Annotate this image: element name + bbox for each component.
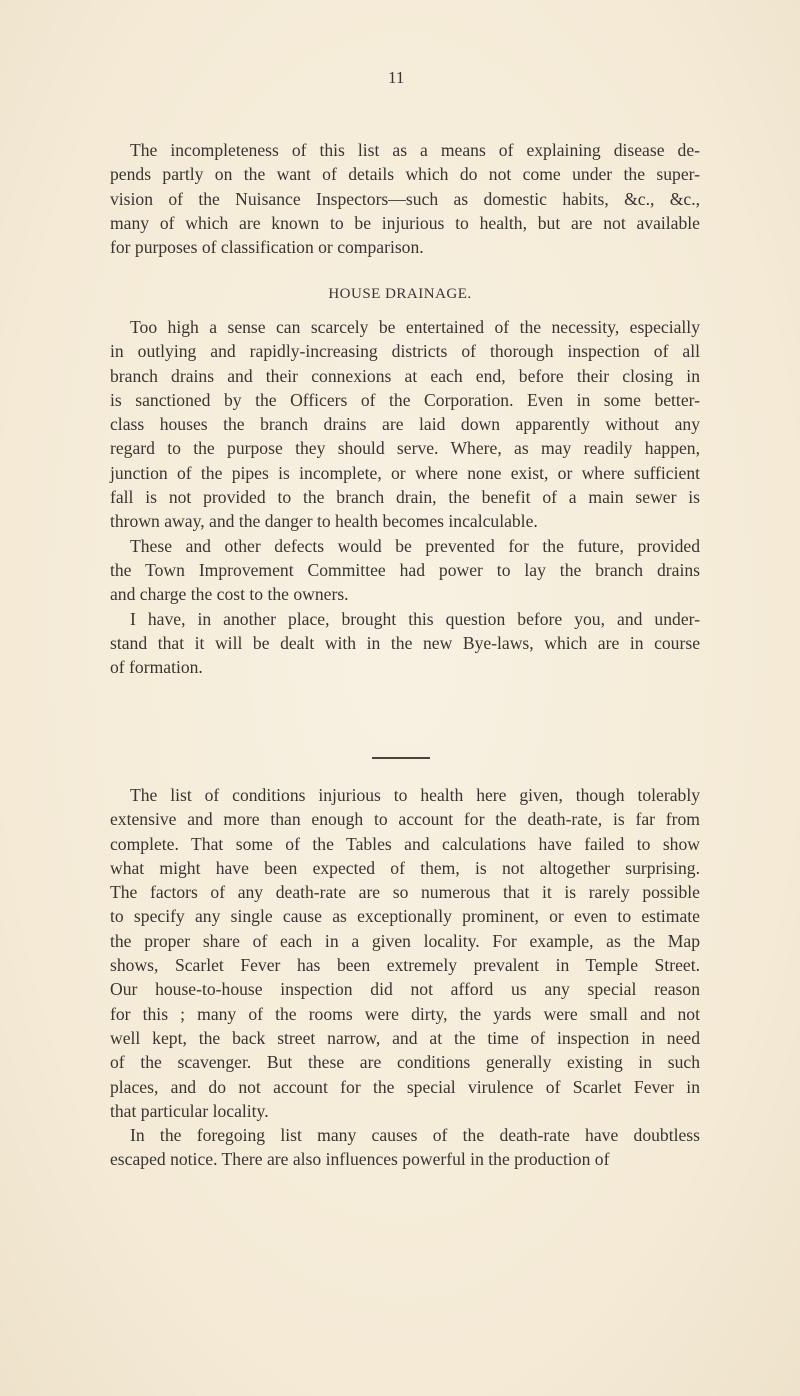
text-line: junction of the pipes is incomplete, or where none exist, or where sufficient <box>110 462 700 483</box>
text-line: vision of the Nuisance Inspectors—such as domestic habits, &c., &c., <box>110 188 700 209</box>
text-line: thrown away, and the danger to health becomes incalculable. <box>110 511 538 532</box>
text-line: is sanctioned by the Officers of the Corporation. Even in some better- <box>110 389 700 410</box>
text-line: Too high a sense can scarcely be entertained of the necessity, especially <box>130 317 700 337</box>
text-line: extensive and more than enough to account for the death-rate, is far from <box>110 809 700 830</box>
paragraph-house-drainage <box>110 315 700 679</box>
text-line: well kept, the back street narrow, and at the time of inspection in need <box>110 1027 700 1048</box>
text-line: for purposes of classification or comparison. <box>110 237 424 258</box>
text-line: I have, in another place, brought this question before you, and under- <box>130 608 700 629</box>
text-line: Our house-to-house inspection did not afford us any special reason <box>110 979 700 1000</box>
text-line: in outlying and rapidly-increasing districts of thorough inspection of all <box>110 341 700 362</box>
text-line: to specify any single cause as exceptionally prominent, or even to estimate <box>110 906 700 927</box>
text-line: the proper share of each in a given locality. For example, as the Map <box>110 930 700 951</box>
text-line: escaped notice. There are also influences powerful in the production of <box>110 1149 610 1170</box>
text-line: The incompleteness of this list as a means of explaining disease de- <box>130 140 700 160</box>
text-line: of formation. <box>110 657 203 678</box>
paragraph-incompleteness <box>110 138 700 259</box>
section-divider <box>372 757 430 759</box>
text-line: class houses the branch drains are laid down apparently without any <box>110 414 700 435</box>
text-line: for this ; many of the rooms were dirty, the yards were small and not <box>110 1003 700 1024</box>
section-heading: HOUSE DRAINAGE. <box>328 286 472 302</box>
page-number: 11 <box>388 68 405 87</box>
text-line: the Town Improvement Committee had power to lay the branch drains <box>110 559 700 580</box>
text-line: that particular locality. <box>110 1100 269 1121</box>
text-line: regard to the purpose they should serve. Where, as may readily happen, <box>110 438 700 459</box>
text-line: branch drains and their connexions at each end, before their closing in <box>110 365 700 386</box>
text-line: shows, Scarlet Fever has been extremely prevalent in Temple Street. <box>110 955 700 976</box>
text-line: pends partly on the want of details which do not come under the super- <box>110 164 700 185</box>
text-line: In the foregoing list many causes of the death-rate have doubtless <box>130 1125 700 1146</box>
text-line: complete. That some of the Tables and calculations have failed to show <box>110 833 700 854</box>
text-line: of the scavenger. But these are conditions generally existing in such <box>110 1052 700 1073</box>
text-line: fall is not provided to the branch drain, the benefit of a main sewer is <box>110 487 700 508</box>
paragraph-conditions <box>110 783 700 1172</box>
text-line: and charge the cost to the owners. <box>110 584 349 605</box>
text-line: These and other defects would be prevented for the future, provided <box>130 535 700 556</box>
text-line: The list of conditions injurious to health here given, though tolerably <box>130 785 700 805</box>
text-line: places, and do not account for the special virulence of Scarlet Fever in <box>110 1076 700 1097</box>
text-line: what might have been expected of them, is not altogether surprising. <box>110 857 700 878</box>
text-line: The factors of any death-rate are so numerous that it is rarely possible <box>110 882 700 903</box>
text-line: many of which are known to be injurious to health, but are not available <box>110 212 700 233</box>
text-line: stand that it will be dealt with in the new Bye-laws, which are in course <box>110 632 700 653</box>
